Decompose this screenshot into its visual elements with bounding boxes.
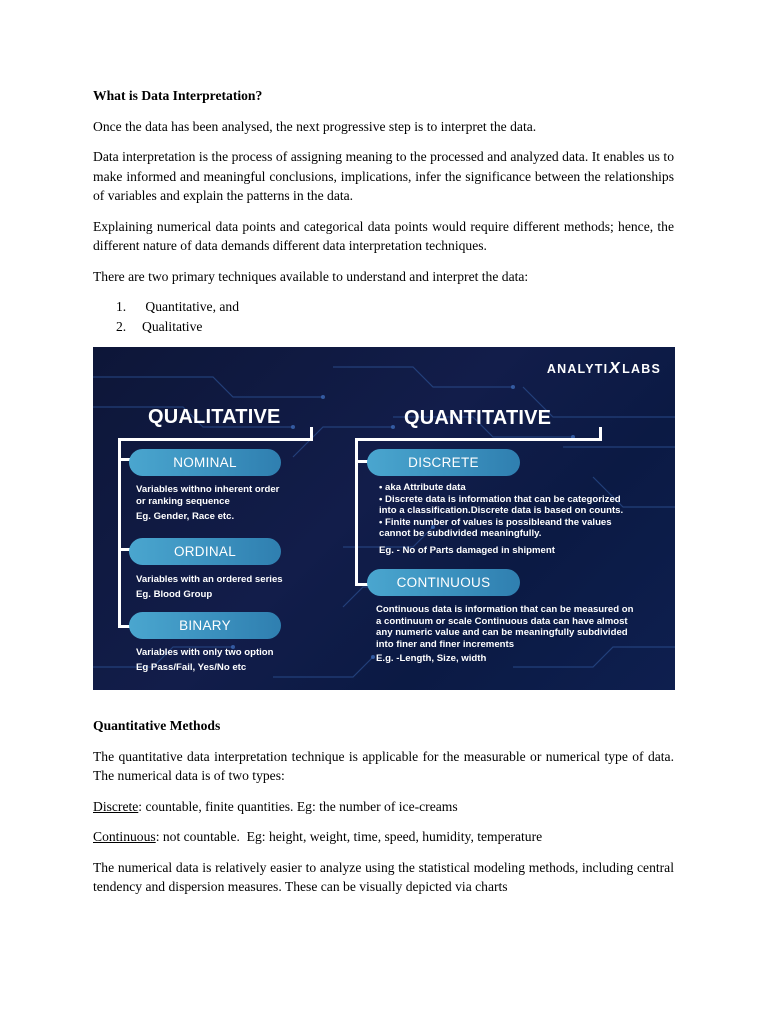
bracket-line xyxy=(310,427,313,441)
ordinal-description: Variables with an ordered series Eg. Blood Group xyxy=(136,574,283,600)
pill-nominal: NOMINAL xyxy=(129,449,281,476)
definition-text: : not countable. Eg: height, weight, time, speed, humidity, temperature xyxy=(155,829,543,844)
paragraph: Once the data has been analysed, the next progressive step is to interpret the data. xyxy=(93,118,537,134)
term-discrete: Discrete xyxy=(93,798,139,814)
bracket-line xyxy=(355,438,602,441)
list-item xyxy=(93,297,674,317)
list-number: 2. xyxy=(116,318,127,334)
section-heading: What is Data Interpretation? xyxy=(93,88,263,103)
definition-text: : countable, finite quantities. Eg: the number of ice-creams xyxy=(138,798,458,814)
definition-continuous xyxy=(93,827,674,847)
paragraph: Explaining numerical data points and categorical data points would require different methods; hence, the different nature of data demands different data interpretation techniques. xyxy=(93,218,674,253)
pill-discrete: DISCRETE xyxy=(367,449,520,476)
qualitative-title: QUALITATIVE xyxy=(148,406,281,428)
numbered-list xyxy=(93,297,674,336)
quantitative-title: QUANTITATIVE xyxy=(404,407,552,429)
pill-continuous: CONTINUOUS xyxy=(367,569,520,596)
bracket-line xyxy=(118,438,121,628)
bracket-line xyxy=(599,427,602,441)
analytixlabs-logo xyxy=(547,359,661,380)
bracket-line xyxy=(118,438,313,441)
list-number: 1. xyxy=(116,299,127,314)
list-text: Qualitative xyxy=(142,318,203,334)
definition-discrete xyxy=(93,797,674,817)
logo-x: X xyxy=(607,360,623,377)
logo-text: ANALYTI xyxy=(546,362,609,376)
document-page xyxy=(93,86,674,908)
logo-text: LABS xyxy=(622,362,661,376)
data-types-infographic xyxy=(93,347,675,690)
discrete-description: • aka Attribute data • Discrete data is information that can be categorized into a classification.Discrete data is based on counts. • Finite number of values is possibleand the values cannot be subdivided meaningfully. Eg. - No of Parts damaged in shipment xyxy=(379,482,624,556)
list-item xyxy=(93,317,674,337)
nominal-description: Variables withno inherent order or ranking sequence Eg. Gender, Race etc. xyxy=(136,484,280,523)
binary-description: Variables with only two option Eg Pass/Fail, Yes/No etc xyxy=(136,647,274,673)
section-heading: Quantitative Methods xyxy=(93,718,221,733)
pill-ordinal: ORDINAL xyxy=(129,538,281,565)
paragraph: The numerical data is relatively easier to analyze using the statistical modeling methods, including central tendency and dispersion measures. These can be visually depicted via charts xyxy=(93,859,674,894)
continuous-description: Continuous data is information that can be measured on a continuum or scale Continuous data can have almost any numeric value and can be meaningfully subdivided into finer and finer increments E.g. -Length, Size, width xyxy=(376,604,634,665)
pill-binary: BINARY xyxy=(129,612,281,639)
list-text: Quantitative, and xyxy=(142,299,240,314)
paragraph: The quantitative data interpretation technique is applicable for the measurable or numerical type of data. The numerical data is of two types: xyxy=(93,748,674,783)
paragraph: Data interpretation is the process of assigning meaning to the processed and analyzed data. It enables us to make informed and meaningful conclusions, implications, infer the significance between the relationships of variables and explain the patterns in the data. xyxy=(93,149,674,203)
paragraph: There are two primary techniques available to understand and interpret the data: xyxy=(93,268,529,284)
term-continuous: Continuous xyxy=(93,829,156,844)
